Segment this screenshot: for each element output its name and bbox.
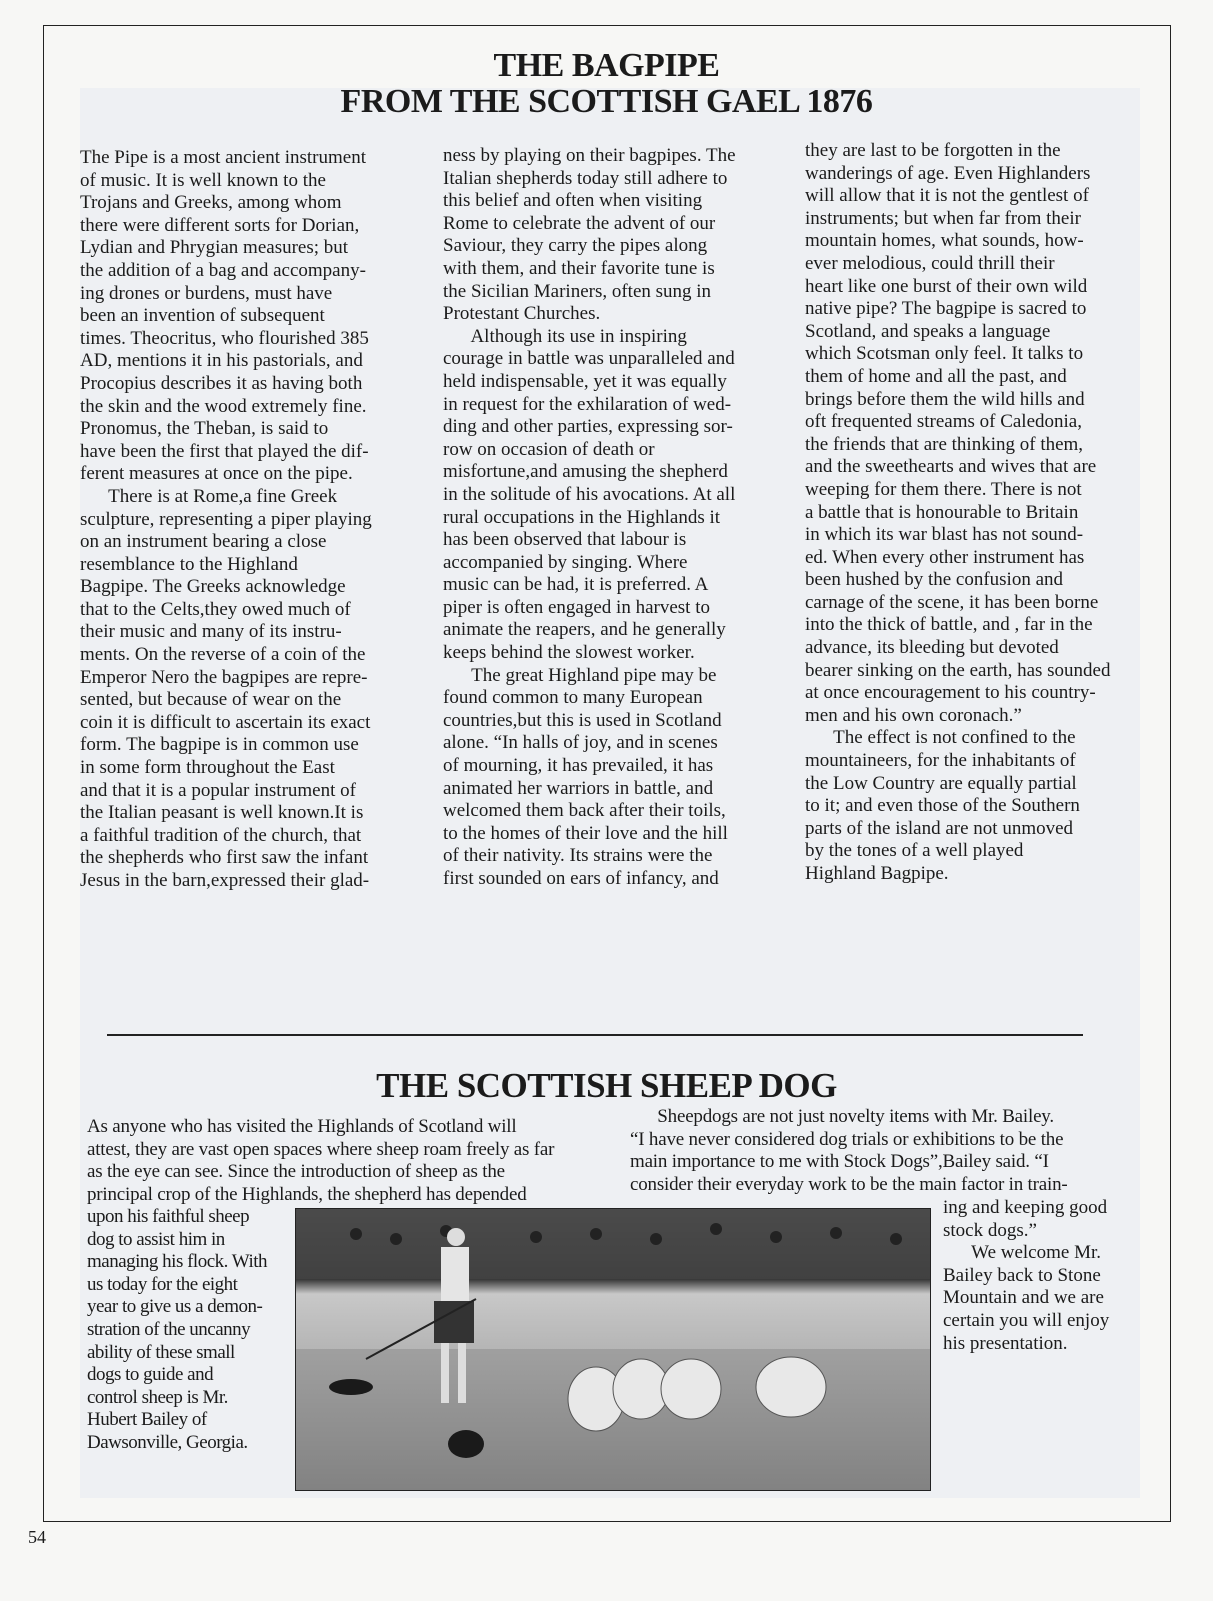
text-line: courage in battle was unparalleled and: [443, 348, 735, 370]
text-line: and the sweethearts and wives that are: [805, 456, 1097, 478]
text-line: on an instrument bearing a close: [80, 531, 327, 553]
sheepdog-right-column: [943, 1197, 1109, 1355]
text-line: first sounded on ears of infancy, and: [443, 868, 719, 889]
text-line: The great Highland pipe may be: [443, 664, 717, 686]
text-line: weeping for them there. There is not: [805, 478, 1082, 500]
text-line: sented, but because of wear on the: [80, 689, 342, 711]
sheepdog-demonstration-photo: [295, 1208, 931, 1491]
text-line: dog to assist him in: [87, 1228, 225, 1250]
text-line: in which its war blast has not sound-: [805, 524, 1084, 546]
text-line: as the eye can see. Since the introduction of sheep as the: [87, 1161, 505, 1183]
text-line: of their nativity. Its strains were the: [443, 845, 713, 867]
text-line: Protestant Churches.: [443, 303, 601, 325]
text-line: consider their everyday work to be the main factor in train-: [630, 1173, 1068, 1195]
text-line: Emperor Nero the bagpipes are repre-: [80, 666, 368, 688]
text-line: of mourning, it has prevailed, it has: [443, 755, 714, 777]
article-title-line1: THE BAGPIPE: [493, 47, 720, 84]
text-line: of music. It is well known to the: [80, 169, 326, 191]
text-line: instruments; but when far from their: [805, 207, 1081, 229]
text-line: ding and other parties, expressing sor-: [443, 416, 733, 438]
text-line: their music and many of its instru-: [80, 621, 342, 643]
text-line: advance, its bleeding but devoted: [805, 637, 1059, 659]
text-line: ability of these small: [87, 1341, 235, 1363]
text-line: a faithful tradition of the church, that: [80, 824, 362, 846]
text-line: Italian shepherds today still adhere to: [443, 167, 728, 189]
text-line: there were different sorts for Dorian,: [80, 214, 360, 236]
text-line: the addition of a bag and accompany-: [80, 259, 366, 281]
text-line: piper is often engaged in harvest to: [443, 596, 710, 618]
text-line: the Low Country are equally partial: [805, 772, 1077, 794]
text-line: ness by playing on their bagpipes. The: [443, 145, 736, 166]
text-line: ed. When every other instrument has: [805, 546, 1085, 568]
text-line: times. Theocritus, who flourished 385: [80, 327, 369, 349]
text-line: and that it is a popular instrument of: [80, 779, 356, 801]
sheepdog-left-column: [87, 1206, 267, 1455]
text-line: “I have never considered dog trials or exhibitions to be the: [630, 1128, 1064, 1150]
text-line: into the thick of battle, and , far in the: [805, 614, 1093, 636]
text-line: ments. On the reverse of a coin of the: [80, 644, 366, 666]
text-line: carnage of the scene, it has been borne: [805, 591, 1099, 613]
text-line: bearer sinking on the earth, has sounded: [805, 659, 1111, 681]
text-line: principal crop of the Highlands, the shepherd has depended: [87, 1183, 527, 1205]
text-line: year to give us a demon-: [87, 1296, 263, 1318]
text-line: native pipe? The bagpipe is sacred to: [805, 298, 1087, 320]
text-line: ing and keeping good: [943, 1197, 1108, 1218]
text-line: the Italian peasant is well known.It is: [80, 802, 364, 824]
text-line: ing drones or burdens, must have: [80, 282, 333, 304]
text-line: The Pipe is a most ancient instrument: [80, 147, 367, 168]
text-line: have been the first that played the dif-: [80, 440, 369, 462]
text-line: misfortune,and amusing the shepherd: [443, 461, 728, 483]
text-line: mountaineers, for the inhabitants of: [805, 750, 1076, 772]
text-line: which Scotsman only feel. It talks to: [805, 343, 1084, 365]
text-line: Highland Bagpipe.: [805, 863, 949, 884]
text-line: animated her warriors in battle, and: [443, 777, 714, 799]
text-line: Scotland, and speaks a language: [805, 320, 1051, 342]
text-line: countries,but this is used in Scotland: [443, 709, 722, 731]
text-line: the Sicilian Mariners, often sung in: [443, 280, 712, 302]
text-line: this belief and often when visiting: [443, 190, 703, 212]
text-line: at once encouragement to his country-: [805, 682, 1096, 704]
text-line: they are last to be forgotten in the: [805, 140, 1061, 161]
text-line: found common to many European: [443, 687, 703, 709]
text-line: mountain homes, what sounds, how-: [805, 230, 1084, 252]
text-line: men and his own coronach.”: [805, 704, 1022, 726]
text-line: held indispensable, yet it was equally: [443, 370, 727, 392]
text-line: them of home and all the past, and: [805, 365, 1067, 387]
text-line: in request for the exhilaration of wed-: [443, 393, 732, 415]
page-number: 54: [28, 1527, 46, 1547]
text-line: Hubert Bailey of: [87, 1409, 207, 1431]
text-line: attest, they are vast open spaces where sheep roam freely as far: [87, 1138, 555, 1160]
text-line: managing his flock. With: [87, 1251, 268, 1273]
text-line: There is at Rome,a fine Greek: [80, 485, 338, 507]
text-line: with them, and their favorite tune is: [443, 257, 715, 279]
text-line: Sheepdogs are not just novelty items with Mr. Bailey.: [630, 1106, 1054, 1127]
text-line: ever melodious, could thrill their: [805, 252, 1055, 274]
text-line: Saviour, they carry the pipes along: [443, 235, 708, 257]
text-line: row on occasion of death or: [443, 438, 655, 460]
text-line: stration of the uncanny: [87, 1318, 251, 1340]
text-line: the skin and the wood extremely fine.: [80, 395, 367, 417]
text-line: been hushed by the confusion and: [805, 569, 1064, 591]
text-line: oft frequented streams of Caledonia,: [805, 411, 1082, 433]
text-line: the shepherds who first saw the infant: [80, 847, 369, 869]
text-line: Bailey back to Stone: [943, 1264, 1101, 1286]
text-line: keeps behind the slowest worker.: [443, 642, 695, 664]
text-line: form. The bagpipe is in common use: [80, 734, 359, 756]
text-line: in the solitude of his avocations. At all: [443, 483, 736, 505]
text-line: ferent measures at once on the pipe.: [80, 463, 353, 485]
text-line: music can be had, it is preferred. A: [443, 574, 709, 596]
text-line: Mountain and we are: [943, 1287, 1104, 1309]
text-line: We welcome Mr.: [943, 1242, 1102, 1264]
text-line: his presentation.: [943, 1332, 1068, 1354]
text-line: rural occupations in the Highlands it: [443, 506, 721, 528]
text-line: parts of the island are not unmoved: [805, 817, 1074, 839]
text-line: Rome to celebrate the advent of our: [443, 212, 716, 234]
text-line: Pronomus, the Theban, is said to: [80, 418, 329, 440]
text-line: been an invention of subsequent: [80, 305, 325, 327]
text-line: Bagpipe. The Greeks acknowledge: [80, 576, 346, 598]
text-line: sculpture, representing a piper playing: [80, 508, 372, 530]
text-line: in some form throughout the East: [80, 757, 335, 779]
text-line: Procopius describes it as having both: [80, 372, 363, 394]
text-line: upon his faithful sheep: [87, 1206, 250, 1227]
text-line: dogs to guide and: [87, 1364, 214, 1386]
text-line: brings before them the wild hills and: [805, 388, 1085, 410]
article-column-2: [443, 145, 736, 891]
article-column-3: [805, 140, 1111, 886]
text-line: Dawsonville, Georgia.: [87, 1431, 248, 1453]
text-line: alone. “In halls of joy, and in scenes: [443, 732, 718, 754]
section-divider: [107, 1034, 1083, 1036]
text-line: by the tones of a well played: [805, 840, 1024, 862]
article-column-1: [80, 147, 372, 893]
sheepdog-left-intro: [87, 1116, 554, 1206]
text-line: that to the Celts,they owed much of: [80, 598, 351, 620]
text-line: the friends that are thinking of them,: [805, 433, 1084, 455]
text-line: heart like one burst of their own wild: [805, 275, 1088, 297]
text-line: As anyone who has visited the Highlands of Scotland will: [87, 1116, 517, 1137]
text-line: welcomed them back after their toils,: [443, 800, 726, 822]
sheepdog-right-intro: [630, 1106, 1068, 1196]
text-line: AD, mentions it in his pastorials, and: [80, 350, 363, 372]
text-line: wanderings of age. Even Highlanders: [805, 162, 1091, 184]
text-line: control sheep is Mr.: [87, 1386, 228, 1408]
text-line: accompanied by singing. Where: [443, 551, 688, 573]
text-line: us today for the eight: [87, 1273, 238, 1295]
text-line: to it; and even those of the Southern: [805, 795, 1080, 817]
text-line: stock dogs.”: [943, 1219, 1037, 1241]
sheepdog-title: THE SCOTTISH SHEEP DOG: [376, 1066, 837, 1105]
text-line: coin it is difficult to ascertain its exact: [80, 711, 371, 733]
text-line: has been observed that labour is: [443, 529, 687, 551]
text-line: to the homes of their love and the hill: [443, 822, 728, 844]
text-line: certain you will enjoy: [943, 1309, 1110, 1331]
text-line: main importance to me with Stock Dogs”,Bailey said. “I: [630, 1151, 1049, 1173]
text-line: Jesus in the barn,expressed their glad-: [80, 870, 370, 891]
text-line: Lydian and Phrygian measures; but: [80, 237, 349, 259]
text-line: resemblance to the Highland: [80, 553, 298, 575]
text-line: Although its use in inspiring: [443, 325, 687, 347]
text-line: Trojans and Greeks, among whom: [80, 192, 342, 214]
text-line: The effect is not confined to the: [805, 727, 1076, 749]
text-line: a battle that is honourable to Britain: [805, 501, 1079, 523]
text-line: animate the reapers, and he generally: [443, 619, 726, 641]
article-title-line2: FROM THE SCOTTISH GAEL 1876: [340, 83, 873, 120]
text-line: will allow that it is not the gentlest of: [805, 185, 1089, 207]
